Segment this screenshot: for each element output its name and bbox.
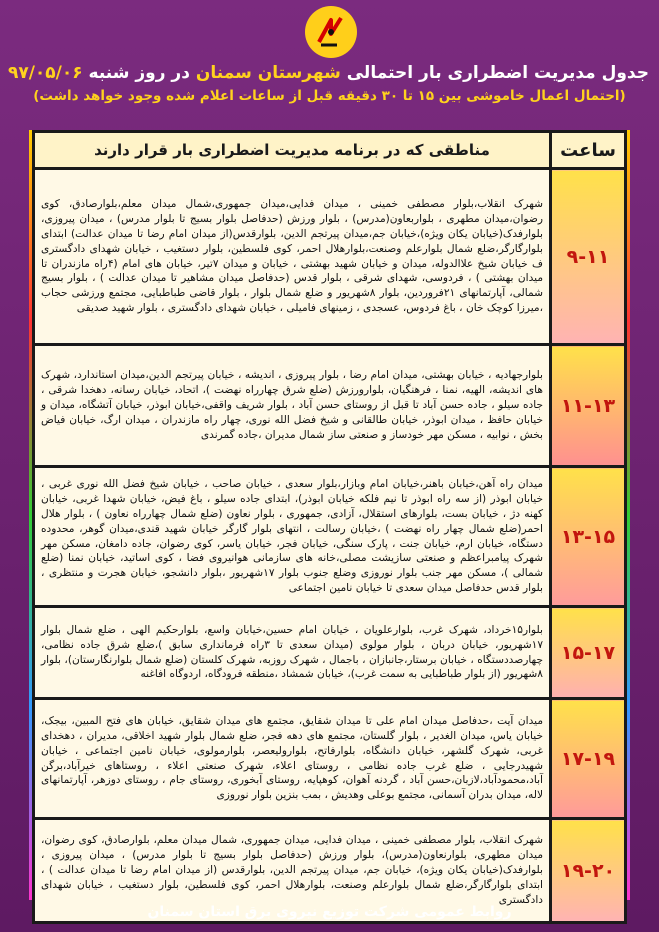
row-areas: بلوارجهادیه ، خیابان بهشتی، میدان امام رضا ، بلوار پیروزی ، اندیشه ، خیابان پیرتجم الدین،میدان استاندارد، شهرک های اندیشه، الهیه، نمنا ، فرهنگیان، بلوارورزش (ضلع شرق چهارراه نهضت )، اتحاد، خیابان رسانه، دهخدا شرقی ، جاده سیلو ، جاده حسن آباد تا قبل از روستای حسن آباد ، بلوار شریف واقفی،خیابان ابوذر، خیابان آتشگاه، میدان و خیابان حافظ ، میدان ابوذر، خیابان طالقانی و شیخ فضل الله نوری، چهار راه مازندران ، میدان ارگ، خیابان فیاض بخش ، نوابیه ، مسکن مهر خودساز و صنعتی ساز شمال مدیران ،جاده گمرندی: [34, 345, 551, 467]
row-time: ۱۷-۱۹: [551, 699, 626, 819]
footer-credit: روابط عمومی شرکت توزیع نیروی برق استان سمنان: [147, 904, 512, 920]
title-date: ۹۷/۰۵/۰۶: [7, 63, 83, 83]
title-part2: در روز شنبه: [88, 63, 190, 83]
table-row: [34, 607, 626, 699]
title-city: شهرستان سمنان: [195, 63, 341, 83]
row-time: ۱۳-۱۵: [551, 467, 626, 607]
schedule-table: [32, 130, 627, 924]
table-row: [34, 345, 626, 467]
title-part1: جدول مدیریت اضطراری بار احتمالی: [346, 63, 649, 83]
row-time: ۹-۱۱: [551, 169, 626, 345]
header-areas: مناطقی که در برنامه مدیریت اضطراری بار قرار دارند: [34, 132, 551, 169]
row-areas: بلوار۱۵خرداد، شهرک غرب، بلوارعلویان ، خیابان امام حسین،خیابان واسع، بلوارحکیم الهی ، ضلع شمال بلوار ۱۷شهریور، خیابان دربان ، بلوار مولوی (میدان سعدی تا ۳راه فرمانداری سابق )،ضلع شرق جاده نظامی، چهارصددستگاه ، خیابان برستار،جانبازان ، باجمال ، شهرک روزبه، شهرک کلستان (ضلع شمال بلوارنگارستان)، بلوار ۸شهریور (از بلوار طباطبایی به سمت غرب)، خیابان شمشاد ،منطقه فرودگاه، اردوگاه افاغنه: [34, 607, 551, 699]
page-subtitle: (احتمال اعمال خاموشی بین ۱۵ تا ۳۰ دقیقه قبل از ساعات اعلام شده وجود خواهد داشت): [33, 88, 626, 104]
table-row: [34, 699, 626, 819]
table-header-row: [34, 132, 626, 169]
lightning-icon: [311, 12, 351, 52]
row-areas: شهرک انقلاب،بلوار مصطفی خمینی ، میدان فدایی،میدان جمهوری،شمال میدان معلم،بلوارصادق، کوی رضوان،میدان مطهری ، بلواربعاون(مدرس) ، بلوار ورزش (حدفاصل بلوار بسیج تا بلوار مدرس) ، میدان پیروزی، بلوارفدک(خیابان یکان ویژه)،خیابان جم،میدان پیرتجم الدین، بلوارقدس(از میدان امام رضا تا میدان عدالت) ابتدای بلوارگارگر،ضلع شمال بلوارعلم وصنعت،بلوارهلال احمر، کوی فلسطین، بلوار دستغیب ، خیابان شهدای دادگستری ف خیابان شیخ علاالدوله، میدان و خیابان شهید بهشتی ، خیابان و میدان ۷تیر، خیابان های امام (۴راه مازندران تا میدان بهشتی ) ، فردوسی، شهدای شرقی ، بلوار قدس (حدفاصل میدان مشاهیر تا میدان عدالت ) ، بلوار بسیج شمالی، آپارتمانهای ۲۱فروردین، بلوار ۸شهریور و ضلع شمال بلوار ، بلوار قاضی طباطبایی، مجتمع ورزشی حجاب ،میرزا کوچک خان ، باغ فردوس، عسجدی ، زمینهای فامیلی ، خیابان شهدای دادگستری ، بلوار شهید صدیقی: [34, 169, 551, 345]
page-title: [7, 62, 649, 84]
row-areas: میدان آیت ،حدفاصل میدان امام علی تا میدان شقایق، مجتمع های میدان شقایق، خیابان های فتح المبین، بیجک، خیابان یاس، میدان الغدیر ، بلوار گلستان، مجتمع های دهه فجر، ضلع شمال بلوار شهید اخلاقی، مدیران ، دهخدای غربی، شهرک گلشهر، خیابان دانشگاه، بلوارفاتح، بلوارولیعصر، بلوارمولوی، خیابان نامین اجتماعی ، خیابان شهیدرجایی ، ضلع غرب جاده نظامی ، روستای اعلاء، شهرک صنعتی اعلاء ، روستاهای خیرآباد،برگن آباد،محمودآباد،لازبان،حسن آباد ، گردنه آهوان، کوهپایه، روستای آبخوری، روستای جام ، روستای دوزهر، آپارتمانهای لاله، میدان بدران آسمانی، مجتمع بوعلی وهدیش ، بمب بنزین بلوار نوروزی: [34, 699, 551, 819]
row-time: ۱۵-۱۷: [551, 607, 626, 699]
power-company-logo-icon: [305, 6, 357, 58]
table-row: [34, 467, 626, 607]
table-row: [34, 169, 626, 345]
row-areas: شهرک انقلاب، بلوار مصطفی خمینی ، میدان فدایی، میدان جمهوری، شمال میدان معلم، بلوارصادق، کوی رضوان، میدان مطهری، بلوارنعاون(مدرس)، بلوار ورزش (حدفاصل بلوار بسیج تا بلوار مدرس) ، میدان پیروزی ، بلوارفدک(خیابان یکان ویژه)، خیابان جم، میدان پیرتجم الدین، بلوارقدس (از میدان امام رضا تا میدان عدالت ) ، ابتدای بلوارگارگر،ضلع شمال بلوارعلم وصنعت، بلوارهلال احمر، کوی فلسطین، بلوار دستغیب ، خیابان شهدای دادگستری: [34, 819, 551, 923]
header-time: ساعت: [551, 132, 626, 169]
decorative-stripe-right: [627, 130, 630, 900]
row-time: ۱۱-۱۳: [551, 345, 626, 467]
row-time: ۱۹-۲۰: [551, 819, 626, 923]
row-areas: میدان راه آهن،خیابان باهنر،خیابان امام وبازار،بلوار سعدی ، خیابان صاحب ، خیابان شیخ فضل الله نوری غربی ، خیابان ابوذر (از سه راه ابوذر تا نیم فلکه خیابان ابوذر)، ابتدای جاده سیلو ، باغ فیض، خیابان شهدا غربی، خیابان کهنه دژ ، خیابان بست، بلوارهای استقلال، آزادی، جمهوری ، بلوار نعاون (ضلع شمال چهارراه نعاون ) ، بلوار هلال احمر(ضلع شمال چهار راه نهضت ) ،خیابان رسالت ، انتهای بلوار گارگر خیابان شهید قندی،میدان گوهر، محدوده دستگاه، خیابان ارم، خیابان جنت ، پارک سنگی، خیابان فجر، خیابان یاسر، کوی رضوان، جاده دامغان، مسکن مهر شهرک پیامبراعظم و صنعتی سازیشت مصلی،خانه های سازمانی هوانیروی فضا ، کوی اساتید، خیابان نمنا (ضلع شمالی )، مسکن مهر جنب بلوار نوروزی وضلع جنوب بلوار ۱۷شهریور ،بلوار دانشجو، خیابان هجرت و منتظری ، بلوار قدس حدفاصل میدان سعدی تا خیابان نامین اجتماعی: [34, 467, 551, 607]
